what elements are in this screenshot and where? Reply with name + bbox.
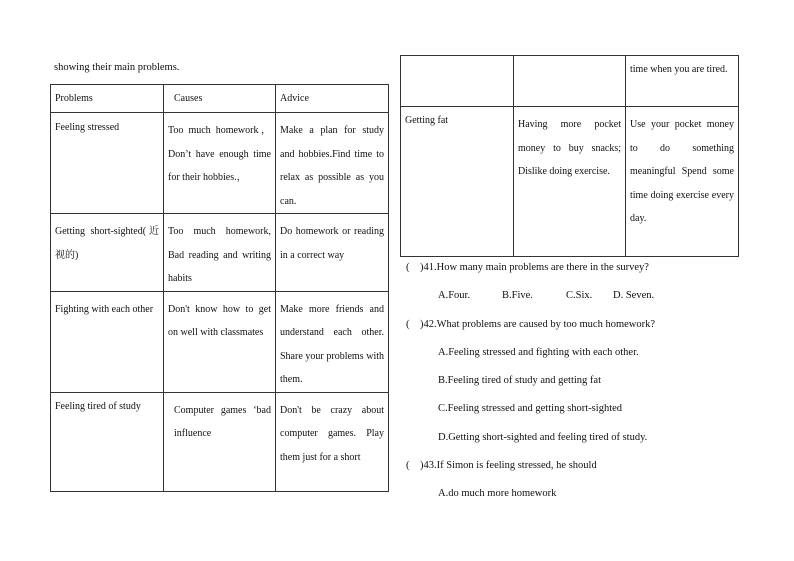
header-problems: Problems [55,93,93,104]
table-row [51,113,389,214]
option-b: B.Feeling tired of study and getting fat [438,375,602,386]
table-row [401,56,739,107]
intro-text: showing their main problems. [54,62,180,73]
cause-cell: Having more pocket money to buy snacks; Dislike doing exercise. [518,119,621,177]
table-row [51,291,389,392]
option-a: A.Four. [438,290,471,301]
cause-cell: Computer games ‘bad influence [174,404,271,439]
cause-cell: Don't know how to get on well with classmates [168,303,271,338]
table-row [51,392,389,491]
question-42: ( )42.What problems are caused by too much homework? [406,319,656,330]
option-c: C.Feeling stressed and getting short-sighted [438,403,623,414]
advice-cell: Make a plan for study and hobbies.Find time to relax as possible as you can. [280,125,384,207]
problem-cell: Getting short-sighted(近视的) [55,226,159,261]
problem-cell: Fighting with each other [55,303,154,315]
option-a: A.do much more homework [438,488,557,499]
problem-cell: Feeling stressed [55,122,120,133]
header-advice: Advice [280,93,309,104]
table-header-row [51,85,389,113]
problems-table [50,84,389,492]
problems-table-continued [400,55,739,257]
option-b: B.Five. [502,290,533,301]
cause-cell: Too much homework, Bad reading and writing habits [168,226,271,284]
option-c: C.Six. [566,290,593,301]
option-d: D. Seven. [613,290,655,301]
question-43: ( )43.If Simon is feeling stressed, he should [406,460,597,471]
question-41: ( )41.How many main problems are there in the survey? [406,262,649,273]
problem-cell: Getting fat [405,115,449,126]
problem-cell: Feeling tired of study [55,400,141,412]
question-41-options [438,290,654,301]
advice-cell: Don't be crazy about computer games. Play them just for a short [280,404,384,463]
table-row [401,107,739,257]
advice-cell: Do homework or reading in a correct way [280,226,384,261]
advice-cell: Make more friends and understand each other. Share your problems with them. [280,303,384,385]
table-row [51,214,389,292]
option-d: D.Getting short-sighted and feeling tired of study. [438,432,648,443]
problem-cell [401,56,513,62]
advice-cell: time when you are tired. [630,64,728,75]
option-a: A.Feeling stressed and fighting with each other. [438,347,639,358]
cause-cell: Too much homework， Don’t have enough time for their hobbies.， [168,125,271,183]
cause-cell [514,56,625,62]
advice-cell: Use your pocket money to do something meaningful Spend some time doing exercise every day. [630,119,734,224]
header-causes: Causes [174,93,203,104]
